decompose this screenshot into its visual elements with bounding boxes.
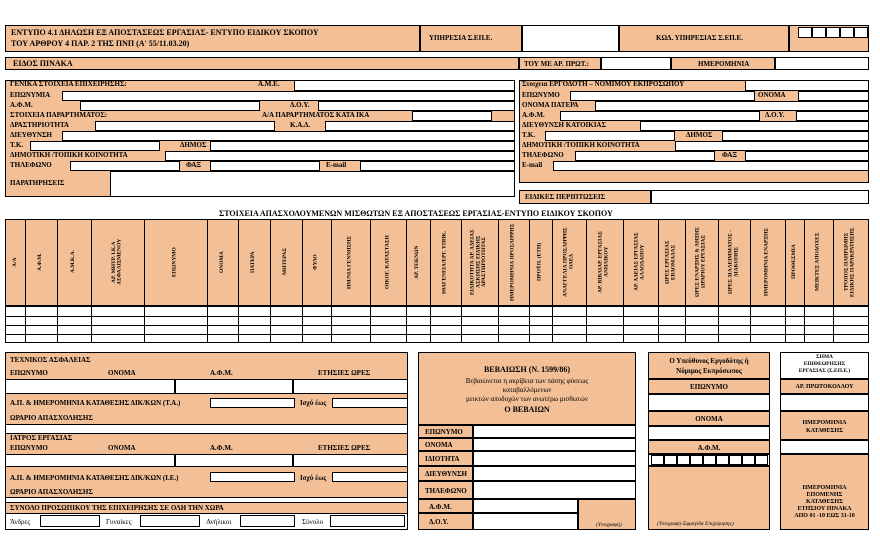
cert-firstname-cell	[418, 438, 473, 451]
business-afm-field[interactable]	[80, 101, 260, 111]
cert-capacity-label: ΙΔΙΟΤΗΤΑ	[425, 455, 460, 463]
employees-column-header: ΑΡ. ΒΙΒΛΙΑΡ. ΕΡΓΑΣΙΑΣ ΑΝΗΛΙΚΟΥ	[597, 231, 610, 293]
employer-tk-label: Τ.Κ.	[522, 131, 536, 139]
afm-digit-box[interactable]	[742, 455, 755, 465]
technician-afm-field[interactable]	[175, 379, 293, 394]
employer-doy-field[interactable]	[796, 111, 869, 121]
phone-label: ΤΗΛΕΦΩΝΟ	[10, 161, 52, 169]
cert-surname-cell	[418, 425, 473, 438]
date-field[interactable]	[775, 57, 869, 70]
doctor-afm-field[interactable]	[175, 454, 293, 467]
contract-ta-label: Α.Π. & ΗΜΕΡΟΜΗΝΙΑ ΚΑΤΑΘΕΣΗΣ ΔΙΚ/ΚΩΝ (Τ.Α.)	[10, 399, 181, 407]
cert-signature-cell[interactable]	[578, 499, 636, 530]
afm-digit-box[interactable]	[677, 455, 690, 465]
total-field[interactable]	[330, 515, 405, 527]
employees-column-header: Α/Α	[11, 257, 18, 267]
employer-municipality-field[interactable]	[722, 131, 869, 141]
special-cases-label: ΕΙΔΙΚΕΣ ΠΕΡΙΠΤΩΣΕΙΣ	[525, 193, 606, 201]
business-doy-field[interactable]	[318, 101, 515, 111]
employees-column-header: ΤΡΟΠΟΣ ΠΛΗΡΩΜΗΣ ΕΙΔΙΚΗΣ ΠΑΡΑΚΡΑΤΗΣΗΣ	[843, 227, 856, 297]
next-filing-line-3: ΚΑΤΑΘΕΣΗΣ	[805, 499, 843, 505]
employees-table-header	[5, 219, 869, 306]
form-title-line1: ΕΝΤΥΠΟ 4.1 ΔΗΛΩΣΗ ΕΞ ΑΠΟΣΤΑΣΕΩΣ ΕΡΓΑΣΙΑΣ- ΕΝΤΥΠΟ ΕΙΔΙΚΟΥ ΣΚΟΠΟΥ	[11, 28, 319, 37]
responsible-title-2: Νόμιμος Εκπρόσωπος	[676, 367, 742, 375]
cert-capacity-cell	[418, 451, 473, 466]
employees-column-header: ΑΡ. ΑΔΕΙΑΣ ΕΡΓΑΣΙΑΣ ΑΛΛΟΔΑΠΟΥ	[633, 232, 646, 292]
cert-address-field[interactable]	[473, 466, 636, 481]
protocol-no-cell	[519, 57, 601, 70]
employer-residence-field[interactable]	[640, 121, 869, 131]
technician-schedule-field[interactable]	[5, 424, 408, 434]
protocol-field[interactable]	[780, 394, 869, 411]
minors-label: Ανήλικοι	[206, 518, 232, 526]
employer-community-field[interactable]	[675, 141, 869, 151]
responsible-header	[648, 352, 770, 379]
technician-name-field[interactable]	[5, 379, 175, 394]
service-label-cell	[420, 25, 522, 52]
doctor-afm-label: Α.Φ.Μ.	[210, 444, 233, 452]
certifier-label: Ο ΒΕΒΑΙΩΝ	[504, 405, 550, 414]
cert-surname-field[interactable]	[473, 425, 636, 438]
total-staff-label: ΣΥΝΟΛΟ ΠΡΟΣΩΠΙΚΟΥ ΤΗΣ ΕΠΙΧΕΙΡΗΣΗΣ ΣΕ ΟΛΗ ΤΗΝ ΧΩΡΑ	[10, 504, 224, 512]
employees-column-header: ΙΘΑΓΕΝΕΙΑ/ΕΡΓ. ΥΠΗΚ.	[441, 230, 448, 294]
employees-column-header: Α.Μ.Κ.Α.	[70, 250, 77, 274]
employees-column-header: ΟΝΟΜΑ	[218, 251, 225, 273]
employees-column-header: ΗΜΕΡΟΜΗΝΙΑ ΠΡΟΣΛΗΨΗΣ	[509, 223, 516, 301]
cert-surname-label: ΕΠΩΝΥΜΟ	[425, 428, 463, 436]
ta-valid-label: Ισχύ έως	[300, 399, 327, 407]
filing-date-cell	[780, 411, 869, 440]
tk-label: Τ.Κ.	[10, 141, 24, 149]
date-label-cell	[671, 57, 775, 70]
business-afm-label: Α.Φ.Μ.	[10, 101, 33, 109]
table-row	[6, 334, 868, 335]
municipality-label: ΔΗΜΟΣ	[180, 141, 207, 149]
women-label: Γυναίκες	[106, 518, 132, 526]
employees-table-body[interactable]	[5, 306, 869, 343]
employees-column-header: ΕΠΩΝΥΜΟ	[171, 247, 178, 277]
stamp-line-2: ΕΠΙΘΕΩΡΗΣΗΣ	[803, 361, 846, 367]
business-doy-label: Δ.Ο.Υ.	[290, 101, 310, 109]
cert-phone-label: ΤΗΛΕΦΩΝΟ	[425, 487, 467, 495]
responsible-firstname-cell	[648, 411, 770, 426]
code-digit-box[interactable]	[812, 27, 826, 38]
responsible-afm-field[interactable]	[648, 454, 770, 466]
special-cases-cell	[519, 190, 651, 204]
fax-label: ΦΑΞ	[186, 161, 201, 169]
special-cases-field[interactable]	[651, 190, 869, 204]
contract-ie-field[interactable]	[210, 472, 295, 482]
total-label: Σύνολο	[302, 518, 324, 526]
ame-label: Α.Μ.Ε.	[258, 80, 280, 88]
doctor-name-field[interactable]	[5, 454, 175, 467]
remarks-field[interactable]	[110, 171, 515, 197]
filing-date-field[interactable]	[780, 440, 869, 454]
employees-title: ΣΤΟΙΧΕΙΑ ΑΠΑΣΧΟΛΟΥΜΕΝΩΝ ΜΙΣΘΩΤΩΝ ΕΞ ΑΠΟΣΤΑΣΕΩΣ ΕΡΓΑΣΙΑΣ-ΕΝΤΥΠΟ ΕΙΔΙΚΟΥ ΣΚΟΠΟΥ	[219, 209, 613, 218]
cert-doy-label: Δ.Ο.Υ.	[429, 518, 449, 526]
employees-column-header: ΩΡΕΣ ΕΝΑΡΞΗΣ & ΛΗΞΗΣ ΩΡΑΡΙΟΥ ΕΡΓΑΣΙΑΣ	[694, 227, 707, 297]
employer-community-label: ΔΗΜΟΤΙΚΗ /ΤΟΠΙΚΗ ΚΟΙΝΟΤΗΤΑ	[522, 141, 640, 149]
employer-father-label: ΟΝΟΜΑ ΠΑΤΕΡΑ	[522, 101, 579, 109]
table-type-label-cell	[5, 57, 519, 70]
employer-tk-field[interactable]	[545, 131, 675, 141]
cert-doy-cell	[418, 513, 473, 530]
next-filing-line-4: ΕΤΗΣΙΟΥ ΠΙΝΑΚΑ	[797, 506, 852, 512]
remarks-label: ΠΑΡΑΤΗΡΗΣΕΙΣ	[10, 179, 65, 187]
phone-field[interactable]	[70, 161, 180, 171]
cert-address-label: ΔΙΕΥΘΥΝΣΗ	[425, 470, 467, 478]
cert-phone-cell	[418, 481, 473, 499]
activity-label: ΔΡΑΣΤΗΡΙΟΤΗΤΑ	[10, 121, 69, 129]
employees-column-header: ΑΝΑΓΓΕΛΙΑ ΠΡΟΣΛΗΨΗΣ ΟΑΕΔ	[562, 227, 575, 297]
technician-hours-label: ΕΤΗΣΙΕΣ ΩΡΕΣ	[318, 369, 371, 377]
employees-column-header: ΑΡ. ΤΕΚΝΩΝ	[414, 245, 421, 279]
service-field[interactable]	[522, 25, 619, 52]
cert-afm-cell	[418, 499, 473, 513]
ie-valid-field[interactable]	[332, 472, 408, 482]
employer-fax-label: ΦΑΞ	[722, 151, 737, 159]
branch-no-field[interactable]	[412, 111, 492, 121]
protocol-cell	[780, 379, 869, 394]
employer-firstname-label: ΟΝΟΜΑ	[758, 91, 786, 99]
technician-schedule-label: ΩΡΑΡΙΟ ΑΠΑΣΧΟΛΗΣΗΣ	[10, 414, 93, 422]
technician-firstname-label: ΟΝΟΜΑ	[108, 369, 136, 377]
cert-signature-label: (Υπογραφή)	[596, 522, 622, 528]
afm-digit-box[interactable]	[729, 455, 742, 465]
employer-doy-label: Δ.Ο.Υ.	[765, 111, 785, 119]
employees-column-header: Α.Φ.Μ.	[37, 253, 44, 271]
employer-email-label: E-mail	[522, 161, 543, 169]
community-field[interactable]	[165, 151, 515, 161]
responsible-afm-label: Α.Φ.Μ.	[697, 444, 721, 452]
next-filing-line-5: ΑΠΟ 01 -10 ΕΩΣ 31-10	[794, 513, 855, 519]
responsible-title-1: Ο Υπεύθυνος Εργοδότης ή	[669, 357, 749, 365]
certification-title: ΒΕΒΑΙΩΣΗ (Ν. 1599/86)	[483, 365, 571, 374]
employees-column-header: ΗΜ/ΝΙΑ ΓΕΝΝΗΣΗΣ	[346, 235, 353, 289]
technician-label: ΤΕΧΝΙΚΟΣ ΑΣΦΑΛΕΙΑΣ	[10, 356, 91, 364]
stamp-line-3: ΕΡΓΑΣΙΑΣ (Σ.ΕΠ.Ε.)	[798, 368, 851, 374]
contract-ta-field[interactable]	[210, 398, 295, 408]
employer-afm-label: Α.Φ.Μ.	[522, 111, 545, 119]
certification-text-3: μεικτών αποδοχών των ανωτέρω μισθωτών	[466, 395, 588, 403]
employer-email-field[interactable]	[553, 161, 869, 171]
minors-field[interactable]	[240, 515, 295, 527]
protocol-label: ΑΡ. ΠΡΩΤΟΚΟΛΛΟΥ	[795, 384, 854, 390]
employer-municipality-label: ΔΗΜΟΣ	[686, 131, 713, 139]
afm-digit-box[interactable]	[651, 455, 664, 465]
cert-afm-label: Α.Φ.Μ.	[429, 503, 452, 511]
certification-text-1: Βεβαιώνεται η ακρίβεια των πάσης φύσεως	[465, 377, 589, 385]
code-digit-box[interactable]	[840, 27, 854, 38]
responsible-firstname-label: ΟΝΟΜΑ	[695, 415, 723, 423]
employees-column-header: ΠΑΤΕΡΑ	[250, 251, 257, 273]
employer-surname-field[interactable]	[570, 91, 755, 101]
doctor-surname-label: ΕΠΩΝΥΜΟ	[10, 444, 48, 452]
service-code-label: ΚΩΔ. ΥΠΗΡΕΣΙΑΣ Σ.ΕΠ.Ε.	[656, 34, 743, 42]
employer-firstname-field[interactable]	[798, 91, 869, 101]
certification-text-2: καταβαλλόμενων	[502, 386, 552, 394]
cert-phone-field[interactable]	[473, 481, 636, 499]
service-code-boxes	[789, 25, 869, 52]
fax-field[interactable]	[210, 161, 320, 171]
cert-doy-field[interactable]	[473, 513, 578, 530]
employer-heading: Στοιχεια ΕΡΓΟΔΟΤΗ – ΝΟΜΙΜΟΥ ΕΚΠΡΟΣΩΠΟΥ	[522, 80, 685, 88]
cert-firstname-label: ΟΝΟΜΑ	[425, 441, 453, 449]
email-label: E-mail	[326, 161, 347, 169]
employer-fax-field[interactable]	[745, 151, 869, 161]
doctor-hours-field[interactable]	[293, 454, 408, 467]
kad-field[interactable]	[325, 121, 515, 131]
women-field[interactable]	[140, 515, 200, 527]
ta-valid-field[interactable]	[332, 398, 408, 408]
protocol-no-field[interactable]	[601, 57, 671, 70]
employees-column-header: ΠΡΟΘΕΣΜΙΑ	[790, 244, 797, 280]
employees-column-header: ΜΕΙΚΤΕΣ ΑΠΟΔΟΧΕΣ	[814, 232, 821, 292]
employees-column-header: ΠΡΟΫΠ. (ΕΤΗ)	[536, 242, 543, 282]
technician-surname-label: ΕΠΩΝΥΜΟ	[10, 369, 48, 377]
afm-digit-box[interactable]	[716, 455, 729, 465]
men-label: Άνδρες	[10, 518, 31, 526]
next-filing-line-1: ΗΜΕΡΟΜΗΝΙΑ	[802, 485, 847, 491]
employer-surname-label: ΕΠΩΝΥΜΟ	[522, 91, 560, 99]
form-title	[5, 25, 420, 52]
employer-father-field[interactable]	[595, 101, 869, 111]
email-field[interactable]	[360, 161, 515, 171]
table-type-label: ΕΙΔΟΣ ΠΙΝΑΚΑ	[13, 59, 73, 68]
address-label: ΔΙΕΥΘΥΝΣΗ	[10, 131, 52, 139]
employer-heading-field[interactable]	[745, 80, 869, 91]
stamp-cell	[780, 352, 869, 379]
employees-column-header: ΜΗΤΕΡΑΣ	[282, 248, 289, 276]
employees-column-header: ΗΜΕΡΟΜΗΝΙΑ ΕΝΑΡΞΗΣ	[763, 228, 770, 296]
afm-digit-box[interactable]	[755, 455, 768, 465]
service-label: ΥΠΗΡΕΣΙΑ Σ.ΕΠ.Ε.	[429, 34, 493, 42]
men-field[interactable]	[40, 515, 100, 527]
employer-phone-label: ΤΗΛΕΦΩΝΟ	[522, 151, 564, 159]
responsible-surname-field[interactable]	[648, 394, 770, 411]
afm-digit-box[interactable]	[664, 455, 677, 465]
community-label: ΔΗΜΟΤΙΚΗ /ΤΟΠΙΚΗ ΚΟΙΝΟΤΗΤΑ	[10, 151, 128, 159]
ie-valid-label: Ισχύ έως	[300, 474, 327, 482]
service-code-label-cell	[619, 25, 789, 52]
form-title-line2: ΤΟΥ ΑΡΘΡΟΥ 4 ΠΑΡ. 2 ΤΗΣ ΠΝΠ (Α' 55/11.03.20)	[11, 39, 190, 48]
next-filing-line-2: ΕΠΟΜΕΝΗΣ	[806, 492, 843, 498]
date-label: ΗΜΕΡΟΜΗΝΙΑ	[698, 60, 750, 68]
employer-afm-field[interactable]	[560, 111, 760, 121]
ame-field[interactable]	[294, 80, 515, 91]
kad-label: Κ.Α.Δ.	[290, 121, 311, 129]
employees-column-header: ΩΡΕΣ ΔΙΑΛΕΙΜΜΑΤΟΣ - ΔΙΑΚΟΠΗΣ	[727, 230, 739, 294]
business-name-field[interactable]	[62, 91, 515, 101]
contract-ie-label: Α.Π. & ΗΜΕΡΟΜΗΝΙΑ ΚΑΤΑΘΕΣΗΣ ΔΙΚ/ΚΩΝ (Ι.Ε.)	[10, 474, 179, 482]
next-filing-cell	[780, 454, 869, 530]
responsible-firstname-field[interactable]	[648, 426, 770, 440]
protocol-no-label: ΤΟΥ ΜΕ ΑΡ. ΠΡΩΤ.:	[524, 60, 590, 68]
responsible-signature-cell[interactable]	[648, 466, 770, 530]
employees-column-header: ΟΙΚΟΓ. ΚΑΤΑΣΤΑΣΗ	[383, 235, 390, 289]
municipality-field[interactable]	[210, 141, 515, 151]
doctor-firstname-label: ΟΝΟΜΑ	[108, 444, 136, 452]
tk-field[interactable]	[30, 141, 160, 151]
afm-digit-box[interactable]	[690, 455, 703, 465]
stamp-line-1: ΣΗΜΑ	[815, 354, 834, 360]
table-row	[6, 325, 868, 326]
technician-hours-field[interactable]	[293, 379, 408, 394]
branch-label: ΣΤΟΙΧΕΙΑ ΠΑΡΑΡΤΗΜΑΤΟΣ:	[10, 111, 108, 119]
doctor-label: ΙΑΤΡΟΣ ΕΡΓΑΣΙΑΣ	[10, 434, 73, 442]
business-name-label: ΕΠΩΝΥΜΙΑ	[10, 91, 51, 99]
filing-date-line-2: ΚΑΤΑΘΕΣΗΣ	[805, 428, 843, 434]
table-row	[6, 316, 868, 317]
doctor-hours-label: ΕΤΗΣΙΕΣ ΩΡΕΣ	[318, 444, 371, 452]
technician-afm-label: Α.Φ.Μ.	[210, 369, 233, 377]
employees-column-header: ΩΡΕΣ ΕΡΓΑΣΙΑΣ ΕΒΔΟΜΑΔΑΣ	[664, 240, 677, 284]
responsible-afm-cell	[648, 440, 770, 454]
code-digit-box[interactable]	[826, 27, 840, 38]
activity-field[interactable]	[95, 121, 275, 131]
address-field[interactable]	[62, 131, 515, 141]
cert-address-cell	[418, 466, 473, 481]
doctor-schedule-label: ΩΡΑΡΙΟ ΑΠΑΣΧΟΛΗΣΗΣ	[10, 488, 93, 496]
afm-digit-box[interactable]	[703, 455, 716, 465]
responsible-surname-cell	[648, 379, 770, 394]
doctor-schedule-field[interactable]	[5, 497, 408, 503]
cert-capacity-field[interactable]	[473, 451, 636, 466]
employer-phone-field[interactable]	[575, 151, 715, 161]
code-digit-box[interactable]	[798, 27, 812, 38]
code-digit-box[interactable]	[854, 27, 868, 38]
responsible-signature-label: (Υπογραφή-Σφραγίδα Επιχείρησης)	[657, 521, 734, 527]
cert-afm-field[interactable]	[473, 499, 578, 513]
employees-column-header: ΦΥΛΟ	[312, 254, 319, 270]
employees-column-header: ΑΡ. ΜΗΤΡ. Ι.Κ.Α ΑΣΦΑΛΙΣΜΕΝΟΥ	[110, 238, 123, 286]
responsible-surname-label: ΕΠΩΝΥΜΟ	[690, 383, 728, 391]
employees-column-header: ΕΙΔΙΚΟΤΗΤΑ ΑΡ. ΑΔΕΙΑΣ ΑΣΚΗΣΗΣ ΕΙΔΙΚΗΣ ΔΡΑΣΤΗΡΙΟΤΗΤΑΣ	[469, 229, 488, 295]
filing-date-line-1: ΗΜΕΡΟΜΗΝΙΑ	[802, 420, 847, 426]
business-general-label: ΓΕΝΙΚΑ ΣΤΟΙΧΕΙΑ ΕΠΙΧΕΙΡΗΣΗΣ:	[10, 80, 127, 88]
branch-no-label: Α/Α ΠΑΡΑΡΤΗΜΑΤΟΣ ΚΑΤΑ ΙΚΑ	[262, 111, 370, 119]
employer-residence-label: ΔΙΕΥΘΥΝΣΗ ΚΑΤΟΙΚΙΑΣ	[522, 121, 607, 129]
cert-firstname-field[interactable]	[473, 438, 636, 451]
